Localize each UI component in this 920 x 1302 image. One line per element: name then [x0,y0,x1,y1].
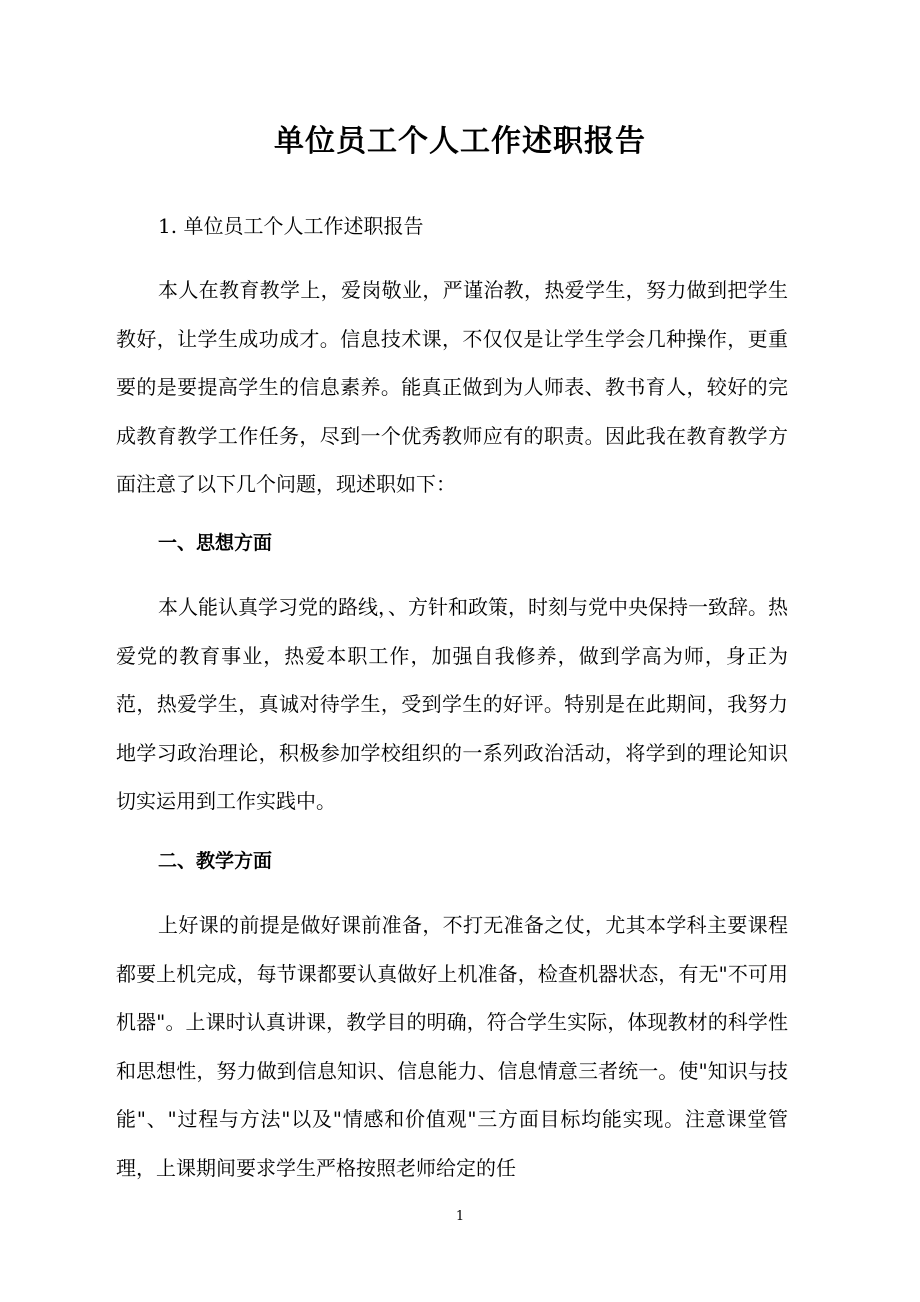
heading-teaching: 二、教学方面 [158,850,273,872]
heading-thought: 一、思想方面 [158,532,273,554]
intro-paragraph: 本人在教育教学上，爱岗敬业，严谨治教，热爱学生，努力做到把学生教好，让学生成功成才。信息技术课，不仅仅是让学生学会几种操作，更重要的是要提高学生的信息素养。能真正做到为人师表、教书育人，较好的完成教育教学工作任务，尽到一个优秀教师应有的职责。因此我在教育教学方面注意了以下几个问题，现述职如下： [116,278,788,496]
section-subtitle: 1. 单位员工个人工作述职报告 [158,214,424,238]
thought-paragraph: 本人能认真学习党的路线，、方针和政策，时刻与党中央保持一致辞。热爱党的教育事业，热爱本职工作，加强自我修养，做到学高为师，身正为范，热爱学生，真诚对待学生，受到学生的好评。特别是在此期间，我努力地学习政治理论，积极参加学校组织的一系列政治活动，将学到的理论知识切实运用到工作实践中。 [116,595,788,813]
page-number: 1 [455,1209,465,1224]
document-title: 单位员工个人工作述职报告 [274,124,646,159]
teaching-paragraph: 上好课的前提是做好课前准备，不打无准备之仗，尤其本学科主要课程都要上机完成，每节课都要认真做好上机准备，检查机器状态，有无"不可用机器"。上课时认真讲课，教学目的明确，符合学生实际，体现教材的科学性和思想性，努力做到信息知识、信息能力、信息情意三者统一。使"知识与技能"、"过程与方法"以及"情感和价值观"三方面目标均能实现。注意课堂管理，上课期间要求学生严格按照老师给定的任 [116,913,788,1180]
